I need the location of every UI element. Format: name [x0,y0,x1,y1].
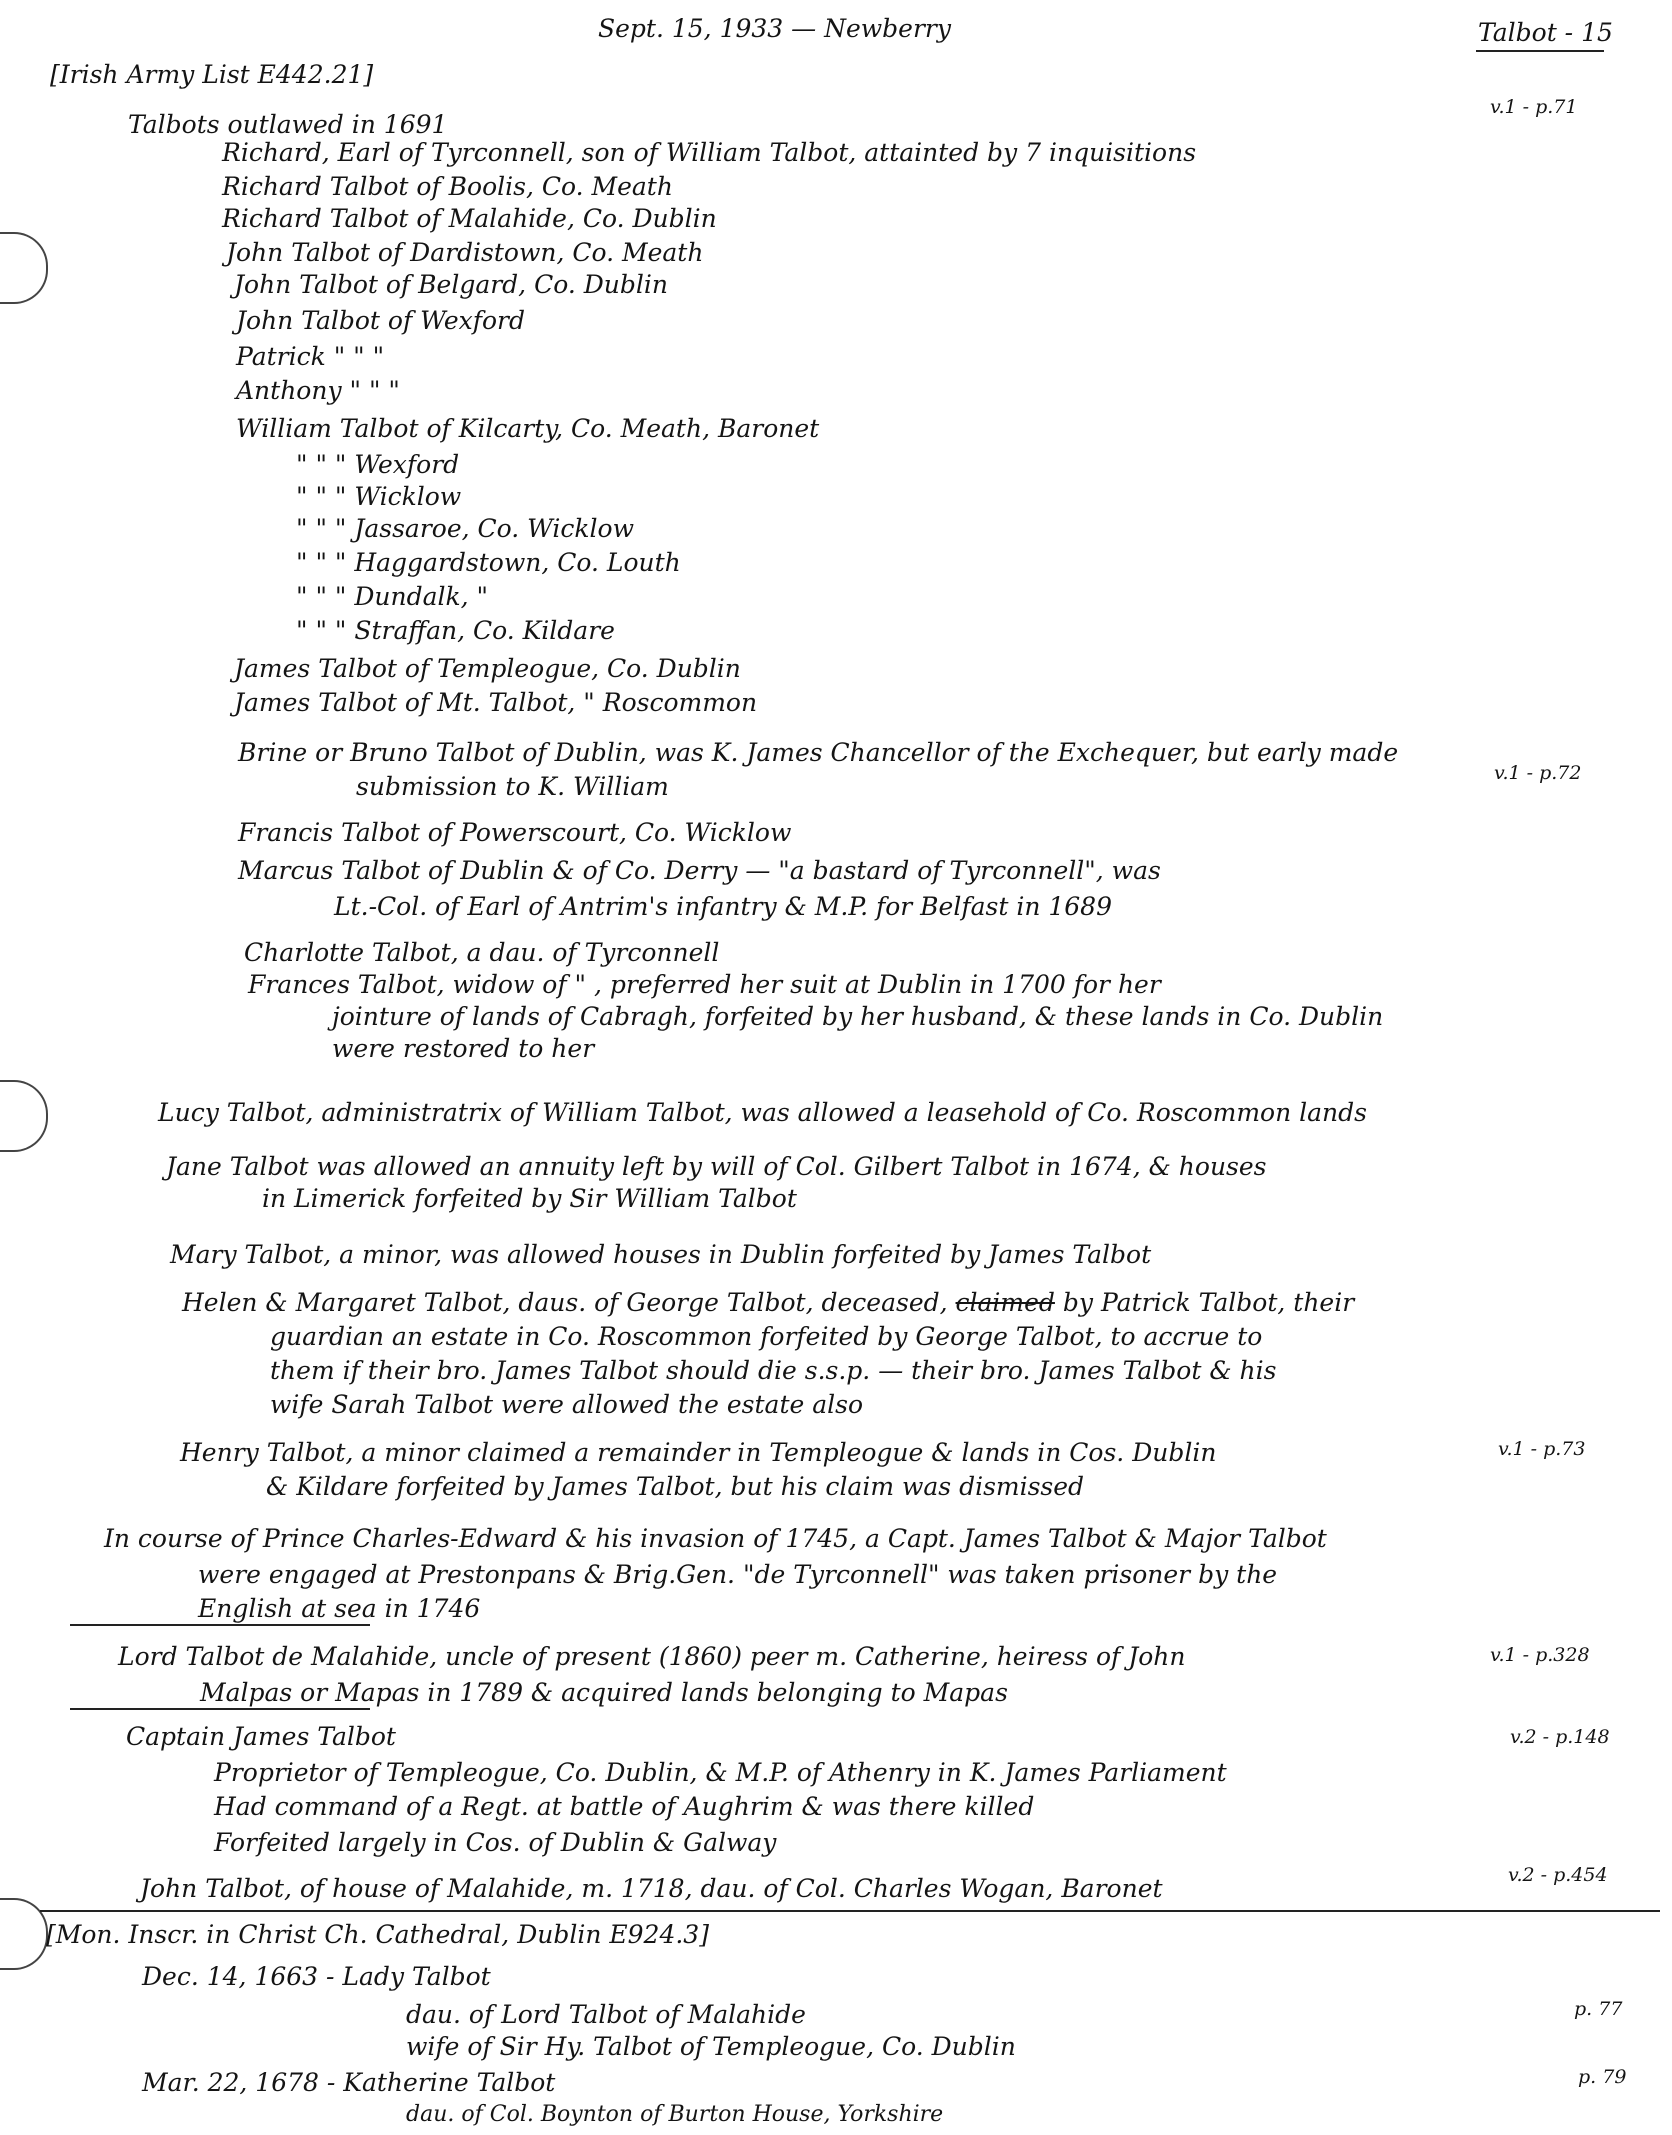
entry-john-belgard: John Talbot of Belgard, Co. Dublin [234,270,668,299]
inscr-1-line2: wife of Sir Hy. Talbot of Templeogue, Co. Dublin [406,2032,1016,2061]
inscr-1-line1: dau. of Lord Talbot of Malahide [406,2000,806,2029]
entry-charlotte: Charlotte Talbot, a dau. of Tyrconnell [244,938,720,967]
entry-jane-line2: in Limerick forfeited by Sir William Talbot [262,1184,797,1213]
entry-lord-talbot-line2: Malpas or Mapas in 1789 & acquired lands belonging to Mapas [200,1678,1008,1707]
entry-mary: Mary Talbot, a minor, was allowed houses in Dublin forfeited by James Talbot [170,1240,1152,1269]
entry-patrick: Patrick " " " [236,342,385,371]
entry-helen-line1-part-c: by Patrick Talbot, their [1062,1288,1355,1317]
entry-helen-line4: wife Sarah Talbot were allowed the estate also [270,1390,864,1419]
divider-3 [40,1910,1660,1912]
entry-helen-line1-part-a: Helen & Margaret Talbot, daus. of George Talbot, deceased, [182,1288,948,1317]
page-tag-underline [1476,50,1604,52]
captain-james-line1: Proprietor of Templeogue, Co. Dublin, & M.P. of Athenry in K. James Parliament [214,1758,1227,1787]
entry-john-malahide: John Talbot, of house of Malahide, m. 1718, dau. of Col. Charles Wogan, Baronet [140,1874,1163,1903]
entry-william-jassaroe: " " " Jassaroe, Co. Wicklow [296,514,635,543]
entry-helen-line3: them if their bro. James Talbot should die s.s.p. — their bro. James Talbot & his [270,1356,1277,1385]
captain-james-line3: Forfeited largely in Cos. of Dublin & Galway [214,1828,777,1857]
ref-v1-p71: v.1 - p.71 [1490,96,1578,118]
divider-2 [70,1708,370,1710]
entry-marcus-line1: Marcus Talbot of Dublin & of Co. Derry — "a bastard of Tyrconnell", was [238,856,1161,885]
entry-james-templeogue: James Talbot of Templeogue, Co. Dublin [234,654,741,683]
ref-v2-p454: v.2 - p.454 [1508,1864,1608,1886]
ref-p79: p. 79 [1578,2066,1627,2088]
ref-v1-p73: v.1 - p.73 [1498,1438,1586,1460]
divider-1 [70,1624,370,1626]
entry-john-dardistown: John Talbot of Dardistown, Co. Meath [226,238,704,267]
entry-william-wexford: " " " Wexford [296,450,460,479]
inscr-2-line1: dau. of Col. Boynton of Burton House, Yorkshire [406,2102,944,2127]
binder-hole-top [0,232,48,304]
entry-brine-line1: Brine or Bruno Talbot of Dublin, was K. James Chancellor of the Exchequer, but early made [238,738,1399,767]
entry-francis: Francis Talbot of Powerscourt, Co. Wicklow [238,818,792,847]
entry-william-haggardstown: " " " Haggardstown, Co. Louth [296,548,681,577]
page-tag: Talbot - 15 [1478,18,1613,47]
entry-lucy: Lucy Talbot, administratrix of William Talbot, was allowed a leasehold of Co. Roscommon lands [158,1098,1367,1127]
entry-charles-line1: In course of Prince Charles-Edward & his invasion of 1745, a Capt. James Talbot & Major Talbot [104,1524,1327,1553]
entry-william-straffan: " " " Straffan, Co. Kildare [296,616,615,645]
ref-p77: p. 77 [1574,1998,1623,2020]
entry-charles-line3: English at sea in 1746 [198,1594,481,1623]
ref-v2-p148: v.2 - p.148 [1510,1726,1610,1748]
captain-james-line2: Had command of a Regt. at battle of Aughrim & was there killed [214,1792,1035,1821]
entry-jane-line1: Jane Talbot was allowed an annuity left by will of Col. Gilbert Talbot in 1674, & houses [166,1152,1267,1181]
entry-william-wicklow: " " " Wicklow [296,482,462,511]
entry-charles-line2: were engaged at Prestonpans & Brig.Gen. "de Tyrconnell" was taken prisoner by the [198,1560,1278,1589]
entry-helen-line2: guardian an estate in Co. Roscommon forfeited by George Talbot, to accrue to [270,1322,1263,1351]
entry-richard-malahide: Richard Talbot of Malahide, Co. Dublin [222,204,717,233]
entry-helen-struck-word: claimed [955,1288,1055,1317]
entry-frances-line2: jointure of lands of Cabragh, forfeited by her husband, & these lands in Co. Dublin [332,1002,1384,1031]
source-mon-inscr: [Mon. Inscr. in Christ Ch. Cathedral, Dublin E924.3] [46,1920,709,1949]
entry-william-dundalk: " " " Dundalk, " [296,582,489,611]
entry-lord-talbot-line1: Lord Talbot de Malahide, uncle of present (1860) peer m. Catherine, heiress of John [118,1642,1186,1671]
entry-helen-line1 [182,1290,1354,1315]
entry-john-wexford: John Talbot of Wexford [236,306,525,335]
date-line: Sept. 15, 1933 — Newberry [598,14,951,43]
captain-james-title: Captain James Talbot [126,1722,396,1751]
entry-brine-line2: submission to K. William [356,772,669,801]
entry-james-mt-talbot: James Talbot of Mt. Talbot, " Roscommon [234,688,758,717]
entry-anthony: Anthony " " " [236,376,400,405]
entry-richard-boolis: Richard Talbot of Boolis, Co. Meath [222,172,673,201]
entry-richard-tyrconnell: Richard, Earl of Tyrconnell, son of William Talbot, attainted by 7 inquisitions [222,138,1197,167]
entry-marcus-line2: Lt.-Col. of Earl of Antrim's infantry & M.P. for Belfast in 1689 [334,892,1112,921]
inscr-1-head: Dec. 14, 1663 - Lady Talbot [142,1962,491,1991]
section-title-outlawed: Talbots outlawed in 1691 [128,110,448,139]
ref-v1-p72: v.1 - p.72 [1494,762,1582,784]
entry-henry-line1: Henry Talbot, a minor claimed a remainder in Templeogue & lands in Cos. Dublin [180,1438,1217,1467]
entry-frances-line1: Frances Talbot, widow of " , preferred her suit at Dublin in 1700 for her [248,970,1161,999]
entry-henry-line2: & Kildare forfeited by James Talbot, but his claim was dismissed [266,1472,1085,1501]
entry-frances-line3: were restored to her [332,1034,595,1063]
ref-v1-p328: v.1 - p.328 [1490,1644,1590,1666]
binder-hole-middle [0,1080,48,1152]
inscr-2-head: Mar. 22, 1678 - Katherine Talbot [142,2068,556,2097]
entry-william-kilcarty: William Talbot of Kilcarty, Co. Meath, Baronet [236,414,820,443]
source-irish-army-list: [Irish Army List E442.21] [50,60,374,89]
binder-hole-bottom [0,1898,48,1970]
